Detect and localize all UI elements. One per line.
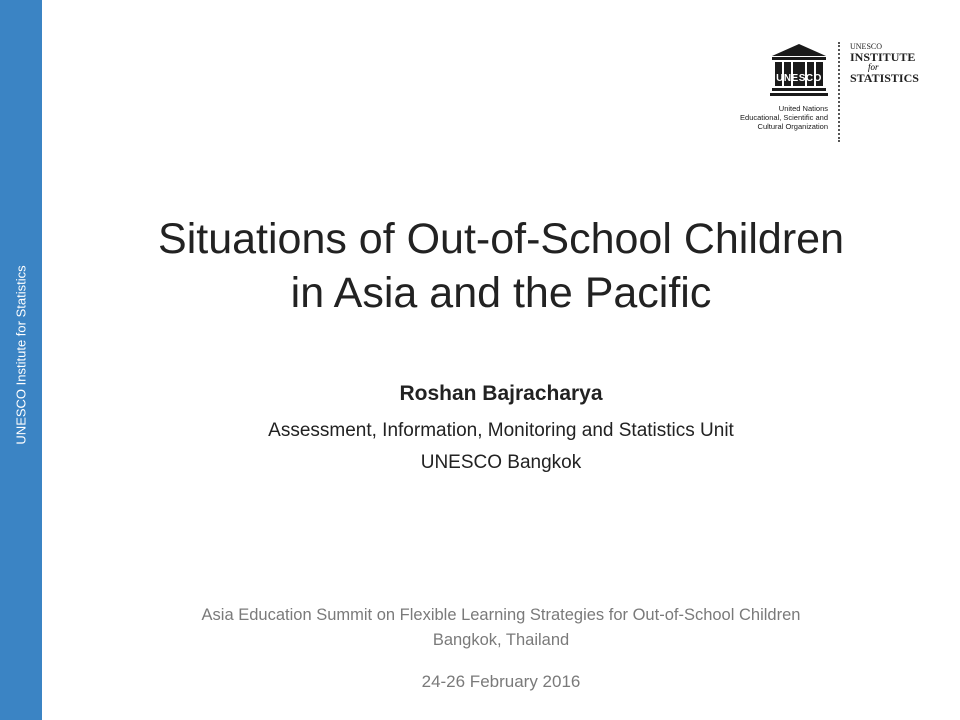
un-line-3: Cultural Organization [757,122,828,131]
author-organization: UNESCO Bangkok [420,452,582,473]
un-line-2: Educational, Scientific and [740,113,828,122]
uis-logo [850,42,919,84]
event-info [42,603,960,653]
uis-line-2: INSTITUTE [850,50,916,64]
uis-line-3: for [868,62,879,72]
slide-title-line-2: in Asia and the Pacific [290,269,712,317]
unesco-uis-logo [728,38,928,146]
author-name: Roshan Bajracharya [399,382,603,405]
sidebar-label: UNESCO Institute for Statistics [13,265,29,445]
slide-title [42,212,960,320]
author-unit: Assessment, Information, Monitoring and Statistics Unit [268,420,734,441]
unesco-wordmark: UNESCO [776,73,822,84]
un-line-1: United Nations [778,104,828,113]
logo-divider [838,42,840,142]
slide-title-line-1: Situations of Out-of-School Children [158,215,844,263]
sidebar-band [0,0,42,720]
uis-line-4: STATISTICS [850,71,919,85]
uis-line-1: UNESCO [850,42,883,51]
event-name: Asia Education Summit on Flexible Learning Strategies for Out-of-School Children [201,606,801,624]
unesco-temple-icon [768,42,830,102]
event-location: Bangkok, Thailand [432,631,570,649]
event-date: 24-26 February 2016 [421,672,581,691]
